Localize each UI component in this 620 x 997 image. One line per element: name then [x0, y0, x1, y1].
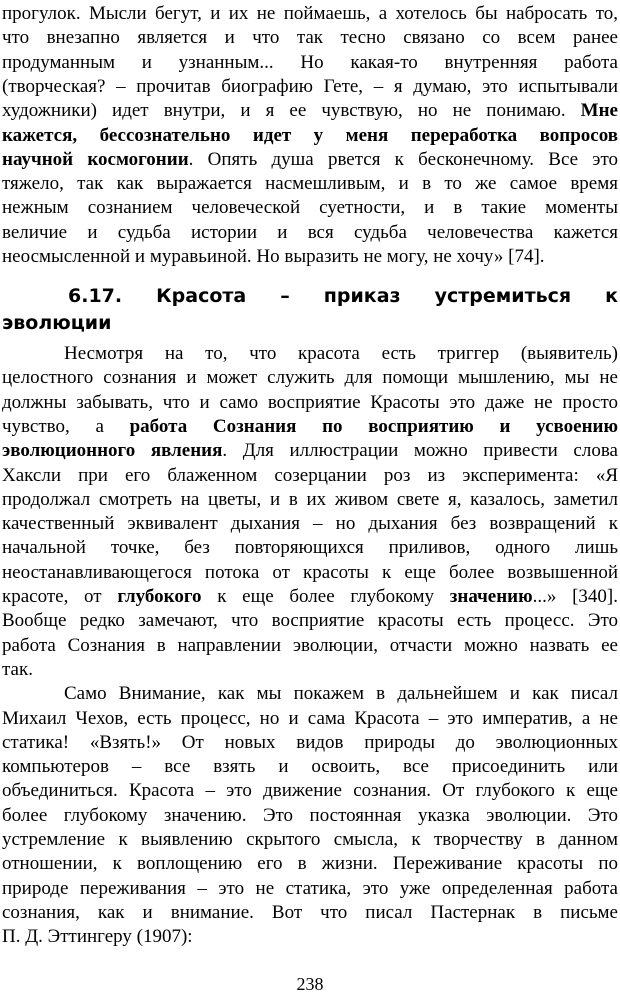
text-line: устремление к выявлению скрытого смысла, к творчеству в данном	[2, 829, 618, 850]
text-line: качественный эквивалент дыхания – но дыхания без возвращений к	[2, 513, 618, 535]
text-line: продуманным и узнанным... Но какая-то внутренняя работа	[2, 51, 618, 73]
text-line: объединиться. Красота – это движение сознания. От глубокого к еще	[2, 780, 618, 802]
text-line: неостанавливающегося потока от красоты к еще более возвышенной	[2, 561, 618, 583]
text-line: что внезапно является и что так тесно связано со всем ранее	[2, 27, 618, 49]
text-line: целостного сознания и может служить для помощи мышлению, мы не	[2, 367, 618, 389]
text-line: более глубокому значению. Это постоянная указка эволюции. Это	[2, 804, 618, 826]
text-line: (творческая? – прочитав биографию Гете, – я думаю, это испытывали	[2, 75, 618, 97]
text-line: отношении, к воплощению его в жизни. Переживание красоты по	[2, 853, 618, 875]
text-line: Само Внимание, как мы покажем в дальнейшем и как писал	[64, 683, 618, 705]
text-line: Вообще редко замечают, что восприятие красоты есть процесс. Это	[2, 610, 618, 632]
text-line: прогулок. Мысли бегут, и их не поймаешь, а хотелось бы набросать то,	[2, 3, 618, 24]
text-line: эволюционного явления. Для иллюстрации можно привести слова	[2, 440, 618, 462]
text-line: величие и судьба истории и вся судьба человечества кажется	[2, 221, 618, 243]
text-line: работа Сознания в направлении эволюции, отчасти можно назвать ее	[2, 634, 618, 656]
text-line: сознания, как и внимание. Вот что писал Пастернак в письме	[2, 901, 618, 923]
text-line: чувство, а работа Сознания по восприятию и усвоению	[2, 415, 618, 437]
text-line: природе переживания – это не статика, это уже определенная работа	[2, 877, 618, 899]
text-line: должны забывать, что и само восприятие Красоты это даже не просто	[2, 391, 618, 413]
text-line: продолжал смотреть на цветы, и в их живом свете я, казалось, заметил	[2, 488, 618, 510]
heading-line: эволюции	[2, 312, 112, 334]
text-line: статика! «Взять!» От новых видов природы до эволюционных	[2, 731, 618, 753]
page-number: 238	[296, 974, 324, 994]
text-line: Михаил Чехов, есть процесс, но и сама Красота – это императив, а не	[2, 707, 618, 729]
text-line: Хаксли при его блаженном созерцании роз из эксперимента: «Я	[2, 464, 618, 486]
text-line: красоте, от глубокого к еще более глубокому значению...» [340].	[2, 586, 619, 607]
text-line: нежным сознанием человеческой суетности, и в такие моменты	[2, 197, 618, 219]
text-line: так.	[2, 658, 33, 680]
text-line: неосмысленной и муравьиной. Но выразить не могу, не хочу» [74].	[2, 246, 545, 267]
text-line: тяжело, так как выражается насмешливым, и в то же самое время	[2, 173, 618, 195]
text-line: художники) идет внутри, и я ее чувствую, но не понимаю. Мне	[2, 100, 618, 122]
text-line: П. Д. Эттингеру (1907):	[2, 926, 193, 948]
text-line: научной космогонии. Опять душа рвется к бесконечному. Все это	[2, 148, 618, 170]
heading-line: 6.17. Красота – приказ устремиться к	[68, 285, 618, 307]
text-line: начальной точке, без повторяющихся приливов, одного лишь	[2, 537, 618, 559]
text-line: компьютеров – все взять и освоить, все присоединить или	[2, 756, 618, 778]
text-line: кажется, бессознательно идет у меня переработка вопросов	[2, 124, 618, 146]
text-line: Несмотря на то, что красота есть триггер (выявитель)	[64, 343, 618, 364]
